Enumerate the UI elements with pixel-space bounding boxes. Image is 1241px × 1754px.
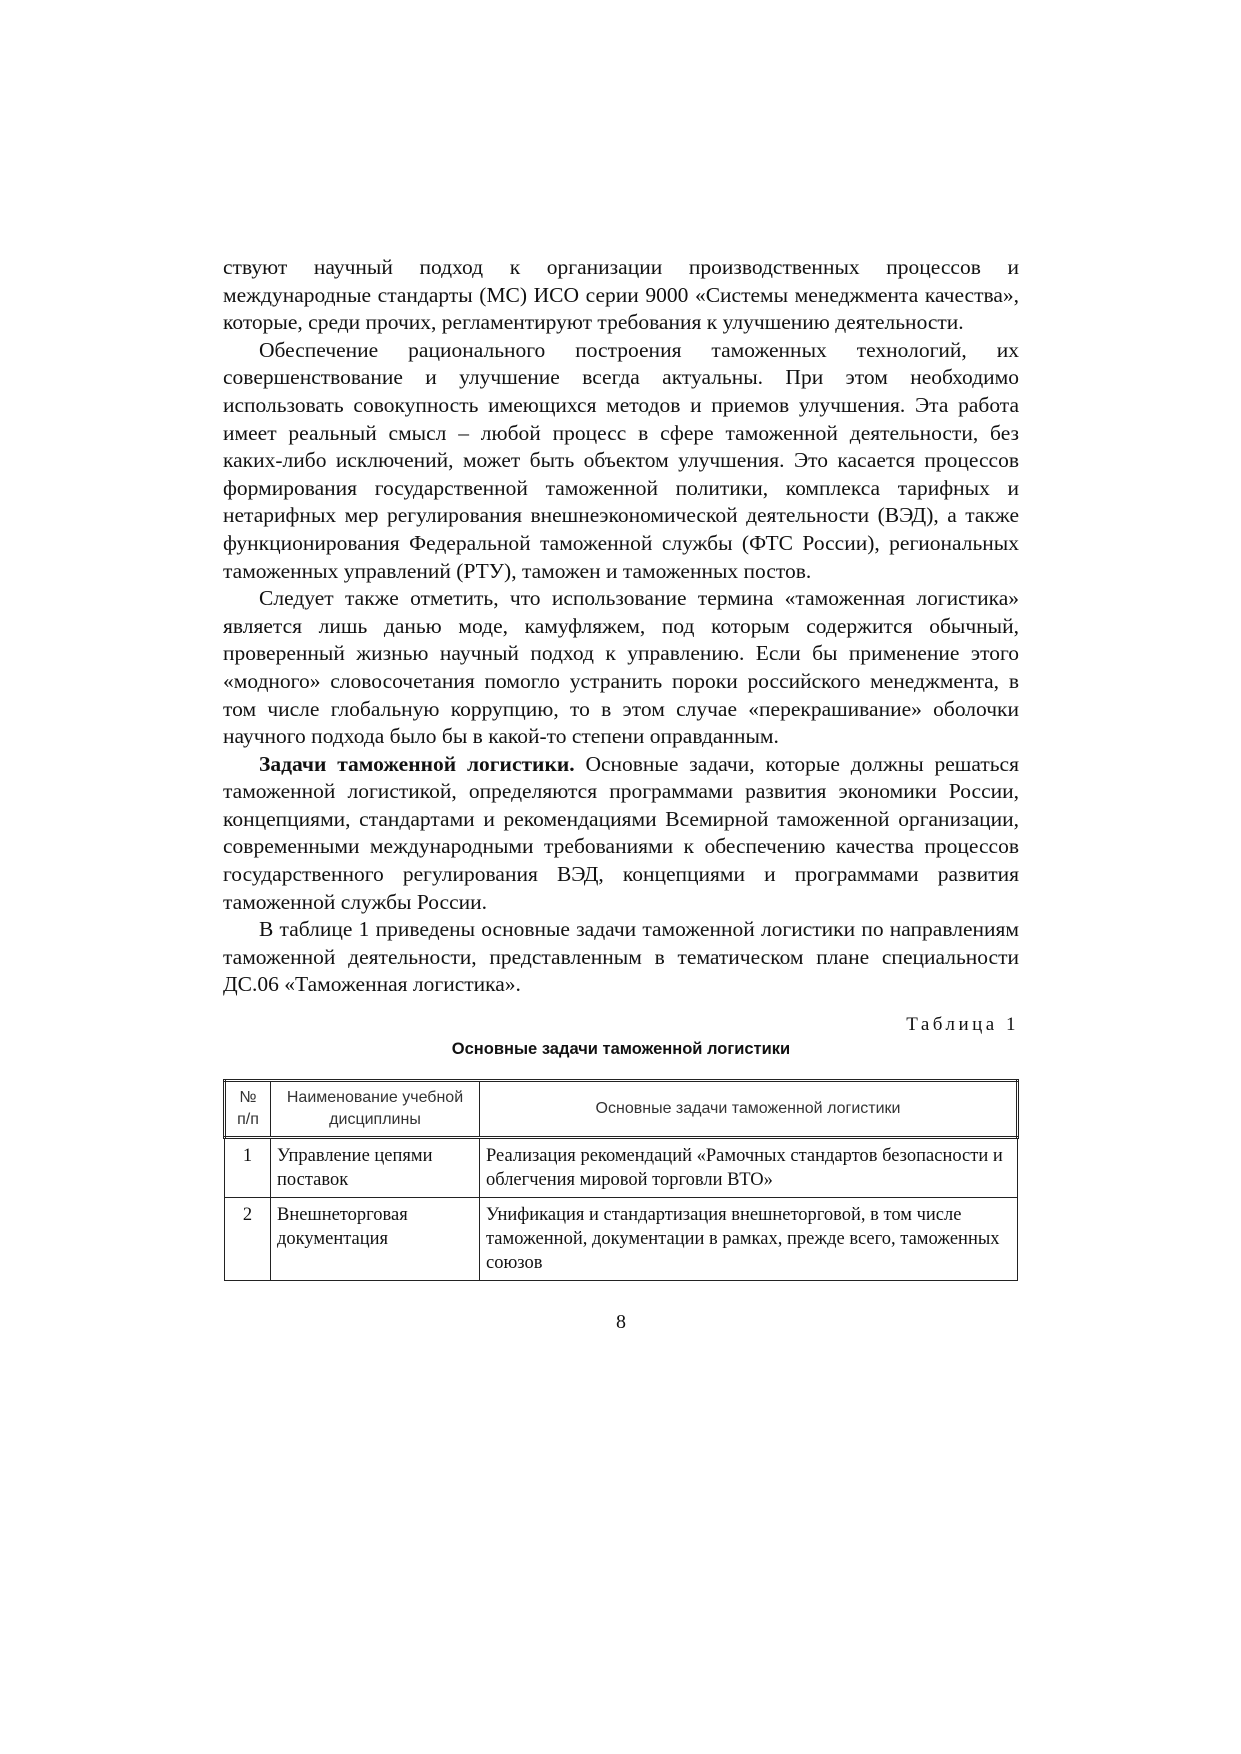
- header-num: № п/п: [225, 1081, 271, 1138]
- document-page: [223, 254, 1019, 1337]
- header-discipline: Наименование учебной дисциплины: [271, 1081, 480, 1138]
- paragraph-4: [223, 751, 1019, 917]
- row-tasks: Реализация рекомендаций «Рамочных стандартов безопасности и облегчения мировой торговли ВТО»: [480, 1138, 1018, 1198]
- row-discipline: Внешнеторговая документация: [271, 1198, 480, 1281]
- paragraph-2: Обеспечение рационального построения таможенных технологий, их совершенствование и улучшение всегда актуальны. При этом необходимо использовать совокупность имеющихся методов и приемов улучшения. Эта работа имеет реальный смысл – любой процесс в сфере таможенной деятельности, без каких-либо исключений, может быть объектом улучшения. Это касается процессов формирования государственной таможенной политики, комплекса тарифных и нетарифных мер регулирования внешнеэкономической деятельности (ВЭД), а также функционирования Федеральной таможенной службы (ФТС России), региональных таможенных управлений (РТУ), таможен и таможенных постов.: [223, 337, 1019, 583]
- paragraph-4-text: Основные задачи, которые должны решаться таможенной логистикой, определяются программами развития экономики России, концепциями, стандартами и рекомендациями Всемирной таможенной организации, современными международными требованиями к обеспечению качества процессов государственного регулирования ВЭД, концепциями и программами развития таможенной службы России.: [223, 751, 1019, 914]
- row-num: 1: [225, 1138, 271, 1198]
- table-row: [225, 1198, 1018, 1281]
- section-heading: Задачи таможенной логистики.: [259, 751, 575, 776]
- tasks-table-wrapper: [223, 1079, 1019, 1281]
- row-discipline: Управление цепями поставок: [271, 1138, 480, 1198]
- table-row: [225, 1138, 1018, 1198]
- paragraph-5: В таблице 1 приведены основные задачи таможенной логистики по направлениям таможенной деятельности, представленным в тематическом плане специальности ДС.06 «Таможенная логистика».: [223, 917, 1019, 997]
- header-tasks: Основные задачи таможенной логистики: [480, 1081, 1018, 1138]
- row-tasks: Унификация и стандартизация внешнеторговой, в том числе таможенной, документации в рамках, прежде всего, таможенных союзов: [480, 1198, 1018, 1281]
- row-num: 2: [225, 1198, 271, 1281]
- paragraph-1: ствуют научный подход к организации производственных процессов и международные стандарты (МС) ИСО серии 9000 «Системы менеджмента качества», которые, среди прочих, регламентируют требования к улучшению деятельности.: [223, 255, 1019, 335]
- table-title: Основные задачи таможенной логистики: [451, 1040, 791, 1059]
- paragraph-3: Следует также отметить, что использование термина «таможенная логистика» является лишь данью моде, камуфляжем, под которым содержится обычный, проверенный жизнью научный подход к управлению. Если бы применение этого «модного» словосочетания помогло устранить пороки российского менеджмента, в том числе глобальную коррупцию, то в этом случае «перекрашивание» оболочки научного подхода было бы в какой-то степени оправданным.: [223, 586, 1019, 749]
- table-label: Таблица 1: [906, 1014, 1019, 1036]
- table-header-row: [225, 1081, 1018, 1138]
- tasks-table: [223, 1079, 1019, 1281]
- page-number: 8: [616, 1311, 626, 1334]
